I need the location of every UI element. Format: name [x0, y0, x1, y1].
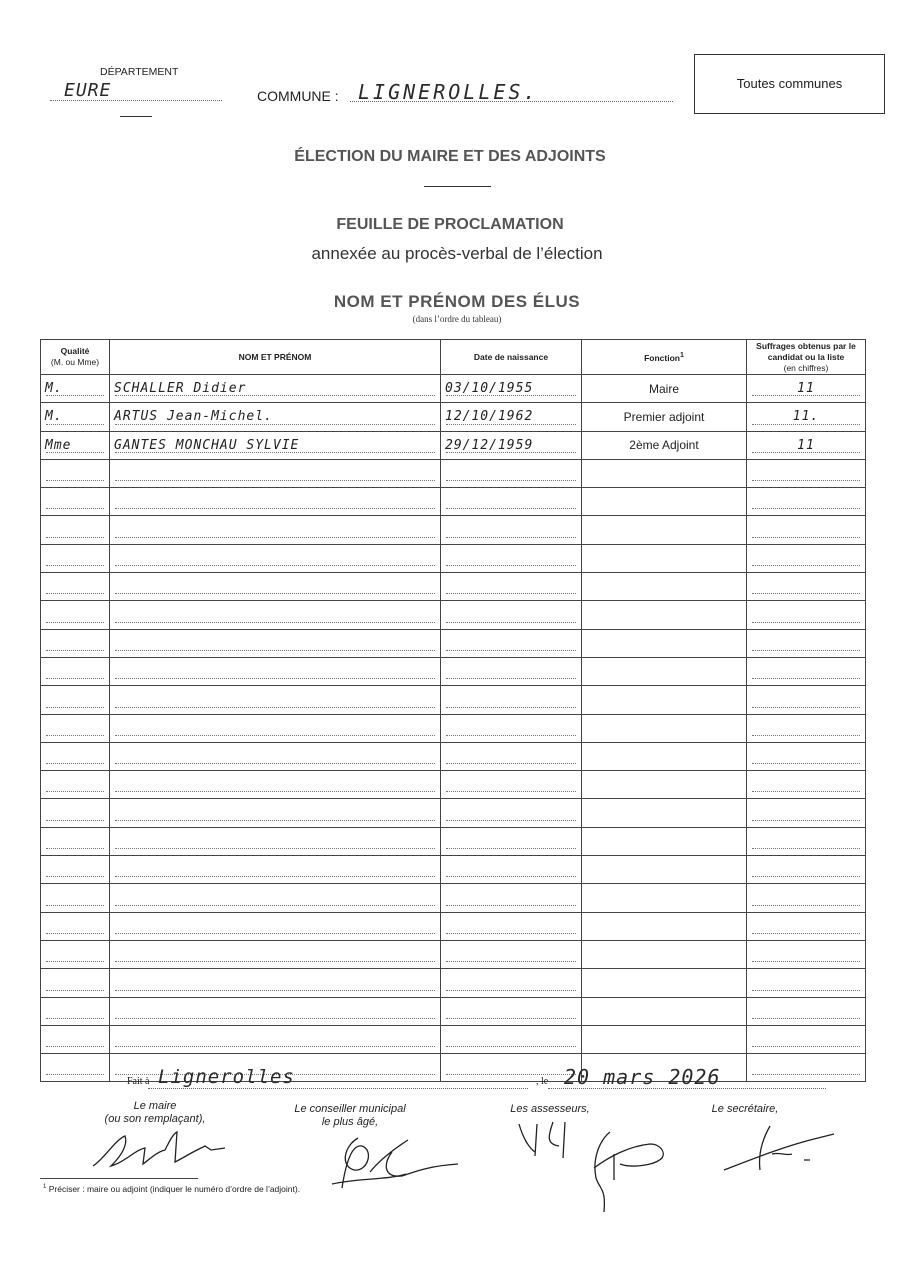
qualite-value: M.: [45, 409, 63, 425]
cell-suffrages[interactable]: [747, 940, 866, 968]
cell-date[interactable]: [441, 488, 582, 516]
header-date-label: Date de naissance: [473, 351, 549, 362]
dotted-line: [46, 593, 104, 594]
nom-prenom-title: NOM ET PRÉNOM DES ÉLUS: [333, 292, 581, 311]
cell-date[interactable]: [441, 573, 582, 601]
dotted-line: [115, 791, 435, 792]
cell-nom[interactable]: [110, 629, 441, 657]
cell-fonction[interactable]: [582, 997, 747, 1025]
dotted-line: [46, 933, 104, 934]
cell-nom[interactable]: [110, 1025, 441, 1053]
header-nom-label: NOM ET PRÉNOM: [238, 351, 312, 362]
cell-suffrages[interactable]: [747, 714, 866, 742]
fonction-value: Maire: [648, 381, 679, 396]
dotted-line: [446, 650, 576, 651]
footnote-sup: 1: [43, 1184, 47, 1191]
dotted-line: [46, 735, 104, 736]
cell-qualite[interactable]: [41, 1054, 110, 1082]
dotted-line: [46, 791, 104, 792]
dotted-line: [115, 707, 435, 708]
dotted-line: [115, 565, 435, 566]
cell-date[interactable]: [441, 771, 582, 799]
header-suffrages-label: Suffrages obtenus par le candidat ou la liste: [756, 340, 856, 362]
table-row: [41, 657, 866, 685]
nom-value: GANTES MONCHAU SYLVIE: [114, 437, 300, 453]
dotted-line: [446, 1074, 576, 1075]
feuille-title: FEUILLE DE PROCLAMATION: [336, 216, 564, 233]
commune-label: COMMUNE :: [257, 88, 339, 104]
cell-nom[interactable]: [110, 884, 441, 912]
dotted-line: [115, 508, 435, 509]
table-row: [41, 997, 866, 1025]
cell-fonction[interactable]: [582, 657, 747, 685]
cell-qualite[interactable]: [41, 827, 110, 855]
table-row: [41, 516, 866, 544]
table-row: [41, 601, 866, 629]
election-title: ÉLECTION DU MAIRE ET DES ADJOINTS: [294, 148, 606, 165]
cell-nom[interactable]: [110, 799, 441, 827]
fonction-value: Premier adjoint: [623, 409, 705, 424]
dotted-line: [752, 537, 860, 538]
fait-value[interactable]: Lignerolles: [158, 1066, 295, 1088]
dotted-line: [446, 537, 576, 538]
cell-suffrages[interactable]: [747, 969, 866, 997]
cell-date[interactable]: [441, 629, 582, 657]
table-row: [41, 629, 866, 657]
dotted-line: [115, 763, 435, 764]
dotted-line: [46, 990, 104, 991]
cell-suffrages[interactable]: [747, 544, 866, 572]
dotted-line: [752, 1074, 860, 1075]
table-row: [41, 856, 866, 884]
dotted-line: [46, 820, 104, 821]
cell-fonction[interactable]: [582, 969, 747, 997]
secretaire-label: Le secrétaire,: [711, 1103, 779, 1115]
cell-nom[interactable]: [110, 516, 441, 544]
cell-qualite[interactable]: [41, 657, 110, 685]
cell-suffrages[interactable]: [747, 375, 866, 403]
table-header-row: [41, 340, 866, 375]
dotted-line: [446, 707, 576, 708]
dotted-line: [115, 848, 435, 849]
cell-qualite[interactable]: [41, 488, 110, 516]
cell-qualite[interactable]: [41, 573, 110, 601]
dotted-line: [446, 933, 576, 934]
cell-date[interactable]: [441, 827, 582, 855]
table-row: [41, 827, 866, 855]
maire-signature-label: [95, 1100, 215, 1126]
cell-fonction[interactable]: [582, 742, 747, 770]
annexee-subtitle: annexée au procès-verbal de l’élection: [311, 244, 603, 263]
suffrages-value: 11: [797, 381, 815, 397]
ordre-subtitle: (dans l’ordre du tableau): [412, 314, 502, 324]
dotted-line: [752, 593, 860, 594]
cell-fonction[interactable]: [582, 856, 747, 884]
fait-line: [148, 1088, 528, 1089]
table-row: [41, 403, 866, 431]
cell-fonction[interactable]: [582, 488, 747, 516]
header-fonction-label: Fonction: [644, 352, 680, 363]
cell-nom[interactable]: [110, 940, 441, 968]
dotted-line: [115, 905, 435, 906]
dotted-line: [446, 622, 576, 623]
cell-nom[interactable]: [110, 742, 441, 770]
title-rule: [424, 186, 491, 187]
fonction-value: 2ème Adjoint: [629, 438, 699, 453]
qualite-value: Mme: [45, 437, 72, 453]
dotted-line: [115, 650, 435, 651]
dotted-line: [752, 735, 860, 736]
le-label: , le: [536, 1076, 549, 1087]
table-row: [41, 488, 866, 516]
cell-qualite[interactable]: [41, 799, 110, 827]
dotted-line: [752, 1046, 860, 1047]
dotted-line: [446, 735, 576, 736]
cell-qualite[interactable]: [41, 997, 110, 1025]
dotted-line: [115, 820, 435, 821]
cell-date[interactable]: [441, 714, 582, 742]
dotted-line: [115, 961, 435, 962]
cell-fonction[interactable]: [582, 714, 747, 742]
cell-nom[interactable]: [110, 657, 441, 685]
dotted-line: [752, 480, 860, 481]
cell-fonction[interactable]: [582, 827, 747, 855]
header-fonction-sup: 1: [679, 351, 684, 360]
elus-table: [40, 339, 866, 1082]
toutes-communes-box: [694, 54, 885, 114]
cell-nom[interactable]: [110, 375, 441, 403]
cell-fonction[interactable]: [582, 375, 747, 403]
cell-suffrages[interactable]: [747, 827, 866, 855]
conseiller-sub: le plus âgé,: [321, 1116, 379, 1128]
dotted-line: [46, 650, 104, 651]
cell-date[interactable]: [441, 657, 582, 685]
dotted-line: [115, 678, 435, 679]
assesseur-signature-2: [570, 1128, 680, 1218]
departement-value[interactable]: EURE: [64, 80, 112, 101]
maire-sub: (ou son remplaçant),: [104, 1113, 206, 1125]
footnote-text: Préciser : maire ou adjoint (indiquer le numéro d’ordre de l’adjoint).: [48, 1184, 301, 1194]
dotted-line: [752, 848, 860, 849]
cell-nom[interactable]: [110, 403, 441, 431]
cell-date[interactable]: [441, 997, 582, 1025]
departement-label: DÉPARTEMENT: [100, 66, 179, 78]
table-row: [41, 771, 866, 799]
cell-qualite[interactable]: [41, 1025, 110, 1053]
cell-nom[interactable]: [110, 488, 441, 516]
cell-suffrages[interactable]: [747, 516, 866, 544]
elus-table-body: [41, 375, 866, 1082]
maire-signature: [85, 1128, 235, 1173]
commune-value[interactable]: LIGNEROLLES.: [358, 80, 539, 104]
dotted-line: [752, 707, 860, 708]
footnote-rule: [40, 1178, 198, 1179]
date-value: 03/10/1955: [445, 381, 534, 397]
date-value: 12/10/1962: [445, 409, 534, 425]
header-qualite-sub: (M. ou Mme): [50, 357, 100, 367]
dotted-line: [46, 1018, 104, 1019]
cell-fonction[interactable]: [582, 686, 747, 714]
assesseurs-label: Les assesseurs,: [510, 1103, 590, 1115]
dotted-line: [752, 1018, 860, 1019]
cell-suffrages[interactable]: [747, 629, 866, 657]
header-qualite-label: Qualité: [60, 346, 90, 356]
dotted-line: [446, 480, 576, 481]
dotted-line: [46, 565, 104, 566]
dotted-line: [46, 1046, 104, 1047]
header-nom: [110, 340, 441, 375]
dotted-line: [752, 905, 860, 906]
cell-fonction[interactable]: [582, 799, 747, 827]
table-row: [41, 686, 866, 714]
cell-fonction[interactable]: [582, 940, 747, 968]
dotted-line: [46, 508, 104, 509]
cell-suffrages[interactable]: [747, 1054, 866, 1082]
cell-date[interactable]: [441, 856, 582, 884]
cell-suffrages[interactable]: [747, 771, 866, 799]
dotted-line: [752, 791, 860, 792]
dotted-line: [46, 707, 104, 708]
dotted-line: [752, 876, 860, 877]
dotted-line: [446, 1046, 576, 1047]
cell-qualite[interactable]: [41, 912, 110, 940]
qualite-value: M.: [45, 381, 63, 397]
table-row: [41, 573, 866, 601]
cell-nom[interactable]: [110, 856, 441, 884]
cell-date[interactable]: [441, 544, 582, 572]
dotted-line: [446, 508, 576, 509]
cell-qualite[interactable]: [41, 856, 110, 884]
toutes-communes-label: Toutes communes: [736, 75, 843, 91]
table-row: [41, 799, 866, 827]
dotted-line: [115, 735, 435, 736]
dotted-line: [46, 678, 104, 679]
suffrages-value: 11.: [792, 409, 820, 425]
cell-suffrages[interactable]: [747, 657, 866, 685]
table-row: [41, 912, 866, 940]
dotted-line: [46, 876, 104, 877]
dotted-line: [115, 480, 435, 481]
header-date: [441, 340, 582, 375]
dotted-line: [115, 1046, 435, 1047]
cell-nom[interactable]: [110, 771, 441, 799]
dotted-line: [46, 848, 104, 849]
cell-date[interactable]: [441, 884, 582, 912]
cell-fonction[interactable]: [582, 1025, 747, 1053]
cell-fonction[interactable]: [582, 884, 747, 912]
table-row: [41, 969, 866, 997]
table-row: [41, 375, 866, 403]
dotted-line: [752, 961, 860, 962]
cell-nom[interactable]: [110, 431, 441, 459]
dotted-line: [46, 622, 104, 623]
dotted-line: [446, 565, 576, 566]
cell-qualite[interactable]: [41, 375, 110, 403]
dotted-line: [115, 990, 435, 991]
cell-date[interactable]: [441, 799, 582, 827]
cell-fonction[interactable]: [582, 459, 747, 487]
cell-nom[interactable]: [110, 912, 441, 940]
dotted-line: [115, 593, 435, 594]
cell-date[interactable]: [441, 912, 582, 940]
table-row: [41, 714, 866, 742]
cell-date[interactable]: [441, 742, 582, 770]
cell-date[interactable]: [441, 459, 582, 487]
cell-fonction[interactable]: [582, 544, 747, 572]
cell-qualite[interactable]: [41, 686, 110, 714]
date-value: 29/12/1959: [445, 437, 534, 453]
conseiller-signature: [318, 1132, 468, 1194]
conseiller-signature-label: [290, 1103, 410, 1129]
cell-qualite[interactable]: [41, 601, 110, 629]
dotted-line: [752, 933, 860, 934]
cell-suffrages[interactable]: [747, 1025, 866, 1053]
cell-date[interactable]: [441, 403, 582, 431]
cell-qualite[interactable]: [41, 742, 110, 770]
cell-date[interactable]: [441, 1054, 582, 1082]
dotted-line: [46, 905, 104, 906]
cell-fonction[interactable]: [582, 629, 747, 657]
header-qualite: [41, 340, 110, 375]
footnote: [43, 1184, 300, 1194]
dotted-line: [446, 593, 576, 594]
header-fonction: [582, 340, 747, 375]
cell-suffrages[interactable]: [747, 799, 866, 827]
dotted-line: [446, 905, 576, 906]
dotted-line: [115, 933, 435, 934]
dotted-line: [46, 763, 104, 764]
cell-suffrages[interactable]: [747, 742, 866, 770]
cell-suffrages[interactable]: [747, 488, 866, 516]
maire-label: Le maire: [133, 1100, 177, 1112]
cell-qualite[interactable]: [41, 516, 110, 544]
dotted-line: [446, 961, 576, 962]
cell-qualite[interactable]: [41, 459, 110, 487]
dotted-line: [115, 622, 435, 623]
dotted-line: [446, 1018, 576, 1019]
cell-fonction[interactable]: [582, 912, 747, 940]
cell-date[interactable]: [441, 516, 582, 544]
dotted-line: [446, 848, 576, 849]
header-suffrages: [747, 340, 866, 375]
cell-nom[interactable]: [110, 544, 441, 572]
dotted-line: [46, 1074, 104, 1075]
dotted-line: [115, 1018, 435, 1019]
le-value[interactable]: 20 mars 2026: [564, 1065, 721, 1089]
dotted-line: [752, 678, 860, 679]
fait-label: Fait à: [127, 1076, 150, 1087]
cell-fonction[interactable]: [582, 516, 747, 544]
cell-suffrages[interactable]: [747, 884, 866, 912]
cell-suffrages[interactable]: [747, 573, 866, 601]
cell-qualite[interactable]: [41, 940, 110, 968]
cell-date[interactable]: [441, 431, 582, 459]
dotted-line: [115, 537, 435, 538]
cell-fonction[interactable]: [582, 431, 747, 459]
dotted-line: [446, 876, 576, 877]
cell-qualite[interactable]: [41, 403, 110, 431]
dotted-line: [446, 763, 576, 764]
cell-suffrages[interactable]: [747, 459, 866, 487]
cell-fonction[interactable]: [582, 403, 747, 431]
secretaire-signature: [720, 1120, 840, 1175]
cell-nom[interactable]: [110, 969, 441, 997]
dotted-line: [446, 791, 576, 792]
cell-date[interactable]: [441, 601, 582, 629]
table-row: [41, 544, 866, 572]
cell-suffrages[interactable]: [747, 403, 866, 431]
dotted-line: [752, 990, 860, 991]
table-row: [41, 940, 866, 968]
cell-qualite[interactable]: [41, 771, 110, 799]
cell-nom[interactable]: [110, 827, 441, 855]
dotted-line: [752, 622, 860, 623]
table-row: [41, 459, 866, 487]
cell-qualite[interactable]: [41, 431, 110, 459]
table-row: [41, 431, 866, 459]
dotted-line: [115, 876, 435, 877]
table-row: [41, 1025, 866, 1053]
dotted-line: [752, 508, 860, 509]
cell-fonction[interactable]: [582, 601, 747, 629]
cell-suffrages[interactable]: [747, 431, 866, 459]
dotted-line: [752, 650, 860, 651]
cell-qualite[interactable]: [41, 629, 110, 657]
departement-underline: [120, 116, 152, 117]
cell-fonction[interactable]: [582, 573, 747, 601]
cell-qualite[interactable]: [41, 544, 110, 572]
dotted-line: [752, 763, 860, 764]
dotted-line: [46, 537, 104, 538]
dotted-line: [446, 678, 576, 679]
dotted-line: [752, 820, 860, 821]
cell-suffrages[interactable]: [747, 997, 866, 1025]
cell-nom[interactable]: [110, 459, 441, 487]
cell-suffrages[interactable]: [747, 686, 866, 714]
header-suffrages-sub: (en chiffres): [783, 362, 829, 373]
cell-qualite[interactable]: [41, 884, 110, 912]
cell-fonction[interactable]: [582, 771, 747, 799]
dotted-line: [46, 961, 104, 962]
cell-qualite[interactable]: [41, 714, 110, 742]
cell-suffrages[interactable]: [747, 856, 866, 884]
cell-date[interactable]: [441, 1025, 582, 1053]
conseiller-label: Le conseiller municipal: [294, 1103, 406, 1115]
cell-date[interactable]: [441, 686, 582, 714]
cell-nom[interactable]: [110, 573, 441, 601]
cell-suffrages[interactable]: [747, 912, 866, 940]
cell-date[interactable]: [441, 375, 582, 403]
dotted-line: [46, 480, 104, 481]
cell-date[interactable]: [441, 940, 582, 968]
dotted-line: [446, 990, 576, 991]
cell-qualite[interactable]: [41, 969, 110, 997]
cell-nom[interactable]: [110, 601, 441, 629]
table-row: [41, 884, 866, 912]
nom-value: ARTUS Jean-Michel.: [114, 409, 273, 425]
cell-date[interactable]: [441, 969, 582, 997]
dotted-line: [752, 565, 860, 566]
cell-suffrages[interactable]: [747, 601, 866, 629]
cell-nom[interactable]: [110, 997, 441, 1025]
nom-value: SCHALLER Didier: [114, 381, 247, 397]
table-row: [41, 742, 866, 770]
dotted-line: [446, 820, 576, 821]
cell-nom[interactable]: [110, 686, 441, 714]
cell-nom[interactable]: [110, 714, 441, 742]
suffrages-value: 11: [797, 437, 815, 453]
